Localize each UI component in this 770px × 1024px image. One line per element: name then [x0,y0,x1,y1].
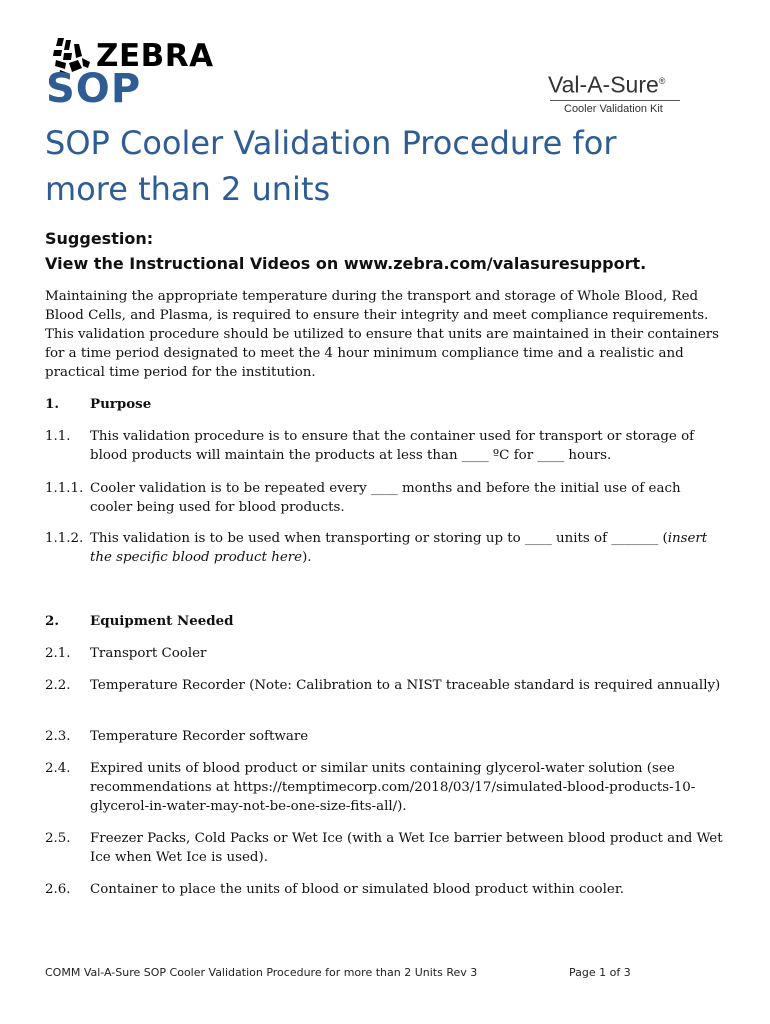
footer-document-name: COMM Val-A-Sure SOP Cooler Validation Procedure for more than 2 Units Rev 3 [45,966,478,979]
zebra-wordmark: ZEBRA [96,38,214,74]
list-item-2-3 [45,727,725,746]
list-item-2-1 [45,644,725,663]
item-text: Transport Cooler [90,646,207,661]
item-number: 1.1. [45,429,71,444]
section-title: Equipment Needed [90,613,234,629]
item-number: 1.1.2. [45,531,84,546]
item-text-part: This validation is to be used when transporting or storing up to ____ units of _______ ( [90,531,668,546]
document-title: SOP Cooler Validation Procedure for more than 2 units [45,124,617,208]
valasure-subtitle: Cooler Validation Kit [564,102,663,115]
item-text: This validation procedure is to ensure that the container used for transport or storage of blood products will maintain the products at less than ____ ºC for ____ hours. [90,429,695,463]
item-number: 2.6. [45,882,71,897]
section-2-heading [45,612,725,631]
sop-label: SOP [46,66,142,112]
item-text-part: ). [302,550,312,565]
list-item-2-2 [45,676,725,695]
item-text: Temperature Recorder software [90,729,309,744]
list-item-2-4 [45,759,725,816]
item-text: Container to place the units of blood or simulated blood product within cooler. [90,882,625,897]
item-number: 2.3. [45,729,71,744]
section-1-heading [45,395,725,414]
suggestion-block [45,226,735,276]
item-number: 2.5. [45,831,71,846]
item-text [90,529,725,567]
section-number: 1. [45,396,59,412]
item-text: Temperature Recorder (Note: Calibration to a NIST traceable standard is required annually) [90,678,721,693]
valasure-wordmark: Val-A-Sure [548,71,659,98]
suggestion-text: View the Instructional Videos on www.zebra.com/valasuresupport. [45,254,647,273]
valasure-logo [548,68,688,120]
valasure-rule [550,100,680,101]
item-text-italic: insert the specific blood product here [90,531,708,565]
list-item-1-1-1 [45,479,725,517]
list-item-1-1-2 [45,529,725,567]
item-text: Cooler validation is to be repeated every ____ months and before the initial use of each cooler being used for blood products. [90,481,681,515]
item-number: 2.1. [45,646,71,661]
list-item-2-6 [45,880,725,899]
list-item-1-1 [45,427,725,465]
list-item-2-5 [45,829,725,867]
section-number: 2. [45,613,59,629]
footer-page-number: Page 1 of 3 [569,966,631,979]
section-title: Purpose [90,396,152,412]
item-text: Freezer Packs, Cold Packs or Wet Ice (with a Wet Ice barrier between blood product and Wet Ice when Wet Ice is used). [90,831,723,865]
suggestion-label: Suggestion: [45,229,154,248]
item-text: Expired units of blood product or similar units containing glycerol-water solution (see recommendations at https://temptimecorp.com/2018/03/17/simulated-blood-products-10-glycerol-in-water-may-not-be-one-size-fits-all/). [90,761,696,814]
intro-paragraph: Maintaining the appropriate temperature during the transport and storage of Whole Blood, Red Blood Cells, and Plasma, is required to ensure their integrity and meet compliance requirements. This validation procedure should be utilized to ensure that units are maintained in their containers for a time period designated to meet the 4 hour minimum compliance time and a realistic and practical time period for the institution. [45,289,720,380]
item-number: 1.1.1. [45,481,84,496]
registered-mark: ® [658,76,666,86]
item-number: 2.2. [45,678,71,693]
item-number: 2.4. [45,761,71,776]
